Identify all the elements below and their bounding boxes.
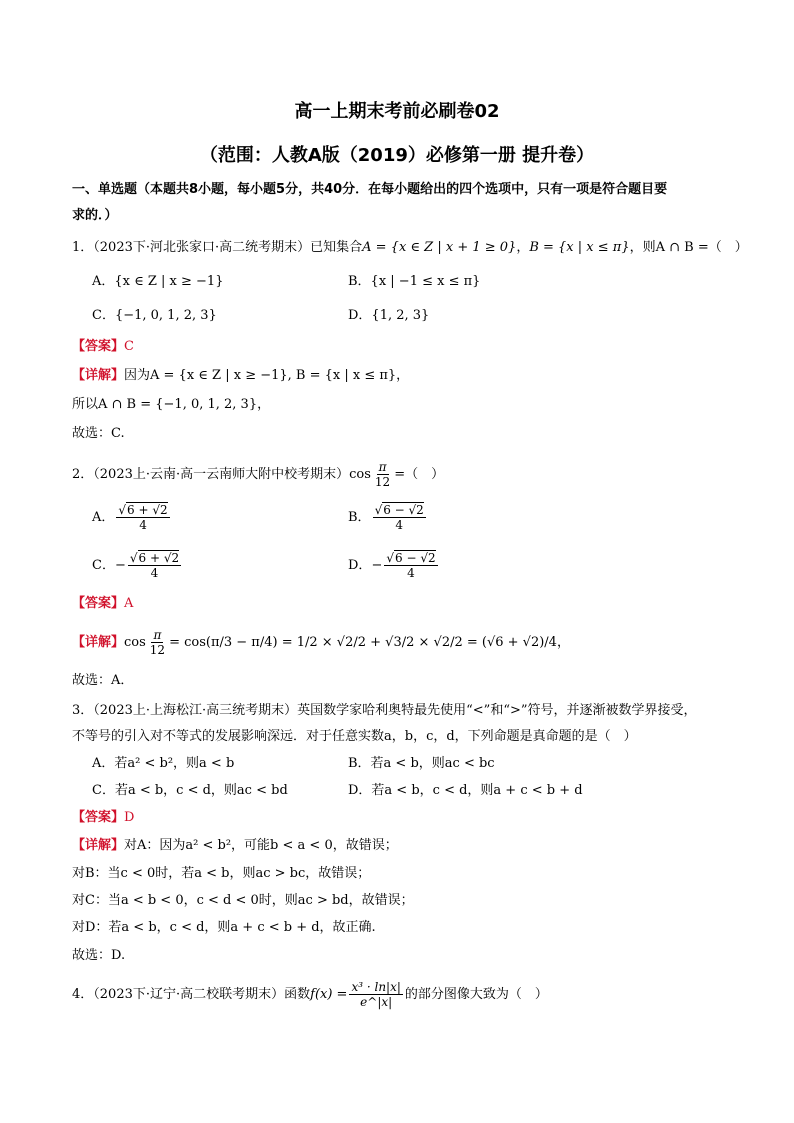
- q3-answer-value: D: [124, 810, 135, 825]
- answer-label: 【答案】: [72, 596, 125, 611]
- q2-option-b-letter: B．: [348, 510, 371, 525]
- q4-numerator: x³ · ln|x|: [351, 980, 401, 994]
- q2-option-c-frac: [128, 551, 181, 580]
- q2-option-c-minus: −: [114, 558, 126, 573]
- section-heading-line1: 一、单选题（本题共8小题，每小题5分，共40分．在每小题给出的四个选项中，只有一项是符合题目要: [72, 182, 668, 197]
- q2-option-d-minus: −: [371, 558, 383, 573]
- q2-conclusion: 故选：A．: [72, 673, 134, 688]
- q3-option-c: C．若a < b，c < d，则ac < bd: [92, 783, 288, 798]
- q2-option-d: [348, 551, 440, 581]
- q2-option-a-den: 4: [139, 518, 147, 532]
- q3-stem-line1: [72, 701, 697, 721]
- detail-label: 【详解】: [72, 368, 125, 383]
- q3-stem-line2: 不等号的引入对不等式的发展影响深远．对于任意实数a，b，c，d，下列命题是真命题的是（ ）: [72, 729, 637, 744]
- q1-separator: ，: [516, 240, 530, 255]
- q4-source: （2023下·辽宁·高二校联考期末）函数: [93, 987, 311, 1002]
- q3-option-a: A．若a² < b²，则a < b: [92, 756, 235, 771]
- q3-conclusion: 故选：D.: [72, 948, 126, 963]
- q2-option-c-den: 4: [150, 566, 159, 580]
- q3-detail-3: 对C：当a < b < 0，c < d < 0时，则ac > bd，故错误；: [72, 893, 414, 908]
- q2-detail: [72, 628, 570, 658]
- section-heading-line2: 求的．）: [72, 208, 118, 223]
- q2-option-c-num: √6 + √2: [129, 551, 180, 565]
- q2-option-a-frac: [116, 503, 169, 532]
- q2-option-d-frac: [384, 551, 437, 580]
- q3-detail-1: [72, 836, 398, 856]
- q2-option-b-den: 4: [395, 518, 404, 532]
- q3-answer: [72, 808, 134, 828]
- q1-detail-1: [72, 366, 409, 386]
- q3-option-b: B．若a < b，则ac < bc: [348, 756, 495, 771]
- q2-detail-cos: cos: [124, 635, 146, 650]
- q4-denominator: e^|x|: [360, 995, 393, 1009]
- q3-detail-1-text: 对A：因为a² < b²，可能b < a < 0，故错误；: [124, 838, 398, 853]
- answer-label: 【答案】: [72, 810, 125, 825]
- q2-option-d-den: 4: [407, 566, 415, 580]
- q3-number: 3．: [72, 703, 94, 718]
- q1-stem: [72, 238, 748, 258]
- q2-option-a: [92, 503, 172, 533]
- q4-function: f(x) =: [310, 987, 348, 1002]
- q1-source: （2023下·河北张家口·高二统考期末）已知集合: [93, 240, 363, 255]
- q1-ask: ，则A ∩ B =（ ）: [629, 240, 748, 255]
- page-title: 高一上期末考前必刷卷02: [294, 101, 500, 122]
- q2-answer-value: A: [124, 596, 134, 611]
- q2-stem: [72, 460, 444, 490]
- q4-fraction: [349, 980, 402, 1009]
- q2-option-b-num-text: 6 − √2: [383, 503, 424, 517]
- q1-detail-1-text: 因为A = {x ∈ Z | x ≥ −1}, B = {x | x ≤ π}，: [124, 368, 410, 383]
- q2-detail-frac: [148, 628, 167, 657]
- detail-label: 【详解】: [72, 838, 125, 853]
- q4-tail: 的部分图像大致为（ ）: [404, 987, 548, 1002]
- q4-stem: [72, 978, 548, 1012]
- q1-detail-2: 所以A ∩ B = {−1, 0, 1, 2, 3}，: [72, 397, 271, 412]
- q1-answer-value: C: [124, 339, 134, 354]
- q1-option-b: B．{x | −1 ≤ x ≤ π}: [348, 274, 481, 289]
- q1-conclusion: 故选：C.: [72, 426, 125, 441]
- q2-number: 2．: [72, 467, 94, 482]
- page-subtitle: （范围：人教A版（2019）必修第一册 提升卷）: [199, 145, 595, 166]
- q3-detail-2: 对B：当c < 0时，若a < b，则ac > bc，故错误；: [72, 866, 371, 881]
- q1-set-b: B = {x | x ≤ π}: [529, 240, 630, 255]
- q2-option-c-letter: C．: [92, 558, 115, 573]
- q2-option-a-num: √6 + √2: [118, 503, 168, 517]
- q4-number: 4．: [72, 987, 94, 1002]
- q2-option-c-num-text: 6 + √2: [138, 551, 180, 565]
- q2-option-a-letter: A．: [92, 510, 115, 525]
- q2-option-b: [348, 503, 428, 533]
- q2-detail-equation: = cos(π/3 − π/4) = 1/2 × √2/2 + √3/2 × √2/2 = (√6 + √2)/4，: [169, 635, 570, 650]
- q1-option-c: C．{−1, 0, 1, 2, 3}: [92, 308, 217, 323]
- q1-option-a: A．{x ∈ Z | x ≥ −1}: [92, 274, 224, 289]
- q2-detail-frac-den: 12: [149, 643, 166, 657]
- q1-option-d: D．{1, 2, 3}: [348, 308, 430, 323]
- q2-tail: =（ ）: [394, 467, 445, 482]
- q2-answer: [72, 594, 133, 614]
- q2-option-c: [92, 551, 183, 581]
- q2-detail-frac-num: π: [153, 628, 162, 642]
- q2-cos: cos: [349, 467, 371, 482]
- q2-option-b-frac: [373, 503, 426, 532]
- q3-option-d: D．若a < b，c < d，则a + c < b + d: [348, 783, 583, 798]
- q2-option-a-num-text: 6 + √2: [127, 503, 168, 517]
- q2-source: （2023上·云南·高一云南师大附中校考期末）: [93, 467, 350, 482]
- q1-set-a: A = {x ∈ Z | x + 1 ≥ 0}: [362, 240, 517, 255]
- q2-option-b-num: √6 − √2: [374, 503, 424, 517]
- q2-fraction-num: π: [378, 460, 387, 474]
- q1-answer: [72, 337, 134, 357]
- q2-option-d-num: √6 − √2: [386, 551, 436, 565]
- q2-fraction-den: 12: [374, 475, 391, 489]
- q2-option-d-num-text: 6 − √2: [395, 551, 436, 565]
- q3-detail-4: 对D：若a < b，c < d，则a + c < b + d，故正确.: [72, 920, 376, 935]
- answer-label: 【答案】: [72, 339, 125, 354]
- q1-number: 1．: [72, 240, 94, 255]
- q3-line1: （2023上·上海松江·高三统考期末）英国数学家哈利奥特最先使用“<”和“>”符号，并逐渐被数学界接受，: [93, 703, 697, 718]
- q2-option-d-letter: D．: [348, 558, 372, 573]
- q2-fraction: [373, 460, 392, 489]
- detail-label: 【详解】: [72, 635, 125, 650]
